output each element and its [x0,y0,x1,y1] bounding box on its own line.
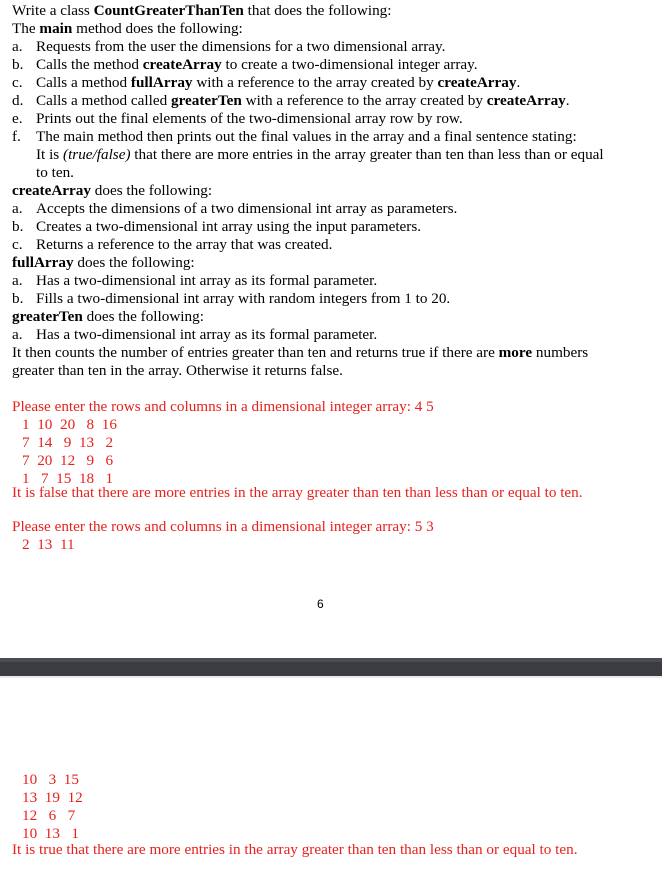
greater-cont [12,344,588,362]
example2-result: It is true that there are more entries in the array greater than ten than less than or equal to ten. [12,841,578,858]
step-bold: more [498,344,533,361]
task-intro [12,2,391,20]
main-intro [12,20,243,38]
intro-suffix: does the following: [90,182,213,199]
create-step-a [12,200,457,218]
main-step-f-cont2 [36,164,74,182]
step-text: . [565,92,570,109]
full-step-b [12,290,450,308]
step-bold: createArray [437,74,517,91]
step-letter: a. [12,272,23,289]
page-number: 6 [317,597,324,611]
intro-prefix: Write a class [12,2,94,19]
step-text: with a reference to the array created by [241,92,487,109]
step-letter: a. [12,38,23,55]
step-letter: b. [12,290,24,307]
step-letter: a. [12,326,23,343]
step-letter: a. [12,200,23,217]
step-bold: greaterTen [170,92,242,109]
class-name: CountGreaterThanTen [93,2,244,19]
page-break-divider [0,658,662,676]
step-text: Creates a two-dimensional int array using the input parameters. [36,218,422,235]
create-step-c [12,236,332,254]
step-text: It then counts the number of entries greater than ten and returns true if there are [12,344,499,361]
full-step-a [12,272,377,290]
step-letter: b. [12,218,24,235]
step-text: Has a two-dimensional int array as its formal parameter. [36,272,378,289]
example1-row: 1 10 20 8 16 [22,416,117,433]
step-letter: c. [12,236,23,253]
main-step-b [12,56,478,74]
create-intro [12,182,212,200]
step-text: Requests from the user the dimensions for a two dimensional array. [36,38,446,55]
main-step-f-cont [36,146,604,164]
example2-prompt: Please enter the rows and columns in a dimensional integer array: 5 3 [12,518,434,535]
step-text: with a reference to the array created by [192,74,438,91]
main-intro-bold: main [39,20,73,37]
main-intro-suffix: method does the following: [72,20,243,37]
step-text: Calls a method [36,74,131,91]
example2-row: 12 6 7 [22,807,76,824]
main-step-f [12,128,577,146]
step-text: Has a two-dimensional int array as its formal parameter. [36,326,378,343]
step-text: Fills a two-dimensional int array with random integers from 1 to 20. [36,290,451,307]
step-text: Accepts the dimensions of a two dimensional int array as parameters. [36,200,458,217]
main-step-c [12,74,520,92]
example2-row: 13 19 12 [22,789,83,806]
step-text: The main method then prints out the final values in the array and a final sentence stating: [36,128,577,145]
example1-row: 7 20 12 9 6 [22,452,114,469]
step-text: to create a two-dimensional integer array. [221,56,478,73]
step-text: Returns a reference to the array that was created. [36,236,333,253]
step-text: to ten. [36,164,74,181]
step-italic: (true/false) [63,146,131,163]
example1-row: 7 14 9 13 2 [22,434,114,451]
step-text: Prints out the final elements of the two-dimensional array row by row. [36,110,463,127]
step-bold: createArray [486,92,566,109]
step-text: that there are more entries in the array greater than ten than less than or equal [130,146,604,163]
greater-cont2 [12,362,343,380]
example1-result: It is false that there are more entries in the array greater than ten than less than or equal to ten. [12,484,583,501]
step-text: . [516,74,521,91]
main-step-a [12,38,445,56]
step-text: Calls the method [36,56,143,73]
example2-row: 2 13 11 [22,536,75,553]
step-text: Calls a method called [36,92,171,109]
step-letter: c. [12,74,23,91]
intro-suffix: that does the following: [243,2,392,19]
method-name: greaterTen [12,308,83,325]
main-step-d [12,92,570,110]
method-name: createArray [12,182,91,199]
example1-prompt: Please enter the rows and columns in a dimensional integer array: 4 5 [12,398,434,415]
step-text: numbers [532,344,589,361]
step-letter: b. [12,56,24,73]
step-bold: createArray [142,56,222,73]
create-step-b [12,218,421,236]
greater-intro [12,308,204,326]
step-letter: f. [12,128,21,145]
intro-suffix: does the following: [82,308,204,325]
step-letter: e. [12,110,23,127]
greater-step-a [12,326,377,344]
step-letter: d. [12,92,24,109]
intro-suffix: does the following: [73,254,195,271]
method-name: fullArray [12,254,74,271]
page-break-shadow [0,676,662,678]
step-text: greater than ten in the array. Otherwise it returns false. [12,362,343,379]
step-text: It is [36,146,64,163]
example2-row: 10 3 15 [22,771,79,788]
example1-row: 1 7 15 18 1 [22,470,114,487]
full-intro [12,254,195,272]
main-step-e [12,110,463,128]
main-intro-prefix: The [12,20,40,37]
step-bold: fullArray [130,74,193,91]
example2-row: 10 13 1 [22,825,79,842]
